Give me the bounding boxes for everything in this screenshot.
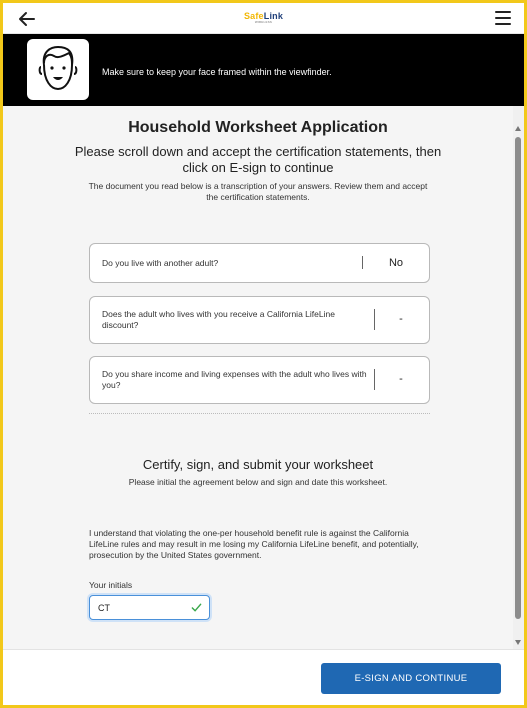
- esign-continue-button[interactable]: E-SIGN AND CONTINUE: [321, 663, 501, 694]
- initials-input[interactable]: [89, 595, 210, 620]
- agreement-text: I understand that violating the one-per household benefit rule is against the California LifeLine rules and may result in me losing my California LifeLine benefit, and potentially, prosecution by the United States government.: [89, 528, 419, 560]
- scroll-thumb[interactable]: [515, 137, 521, 619]
- banner-message: Make sure to keep your face framed within the viewfinder.: [102, 67, 332, 77]
- checkmark-icon: [191, 602, 202, 613]
- top-bar: [3, 3, 524, 34]
- question-card-3: [89, 356, 430, 404]
- certify-subtitle: Please initial the agreement below and sign and date this worksheet.: [128, 477, 388, 487]
- answer-value: -: [399, 313, 403, 325]
- vertical-scrollbar[interactable]: [513, 106, 524, 649]
- safelink-logo: SafeLink WIRELESS: [243, 11, 284, 24]
- answer-divider: [362, 256, 363, 269]
- question-text: Do you share income and living expenses with the adult who lives with you?: [102, 369, 367, 390]
- footer-bar: [3, 649, 524, 705]
- camera-banner: [3, 34, 524, 106]
- answer-divider: [374, 369, 375, 390]
- initials-value: CT: [98, 603, 110, 613]
- intro-text: The document you read below is a transcription of your answers. Review them and accept the certification statements.: [88, 181, 428, 202]
- worksheet-content: [3, 106, 513, 649]
- initials-label: Your initials: [89, 580, 133, 590]
- page-title: Household Worksheet Application: [128, 119, 388, 136]
- answer-divider: [374, 309, 375, 330]
- question-text: Does the adult who lives with you receive a California LifeLine discount?: [102, 309, 335, 330]
- answer-value: No: [388, 257, 404, 269]
- section-divider: [89, 413, 430, 414]
- question-text: Do you live with another adult?: [102, 258, 219, 268]
- scroll-down-arrow-icon[interactable]: [515, 640, 521, 645]
- question-card-2: [89, 296, 430, 344]
- question-card-1: [89, 243, 430, 283]
- certify-title: Certify, sign, and submit your worksheet: [142, 457, 374, 472]
- face-icon: [27, 39, 89, 100]
- page-subtitle: Please scroll down and accept the certification statements, then click on E-sign to continue: [74, 144, 442, 175]
- hamburger-menu-icon[interactable]: [495, 11, 511, 25]
- answer-value: -: [399, 373, 403, 385]
- scroll-up-arrow-icon[interactable]: [515, 126, 521, 131]
